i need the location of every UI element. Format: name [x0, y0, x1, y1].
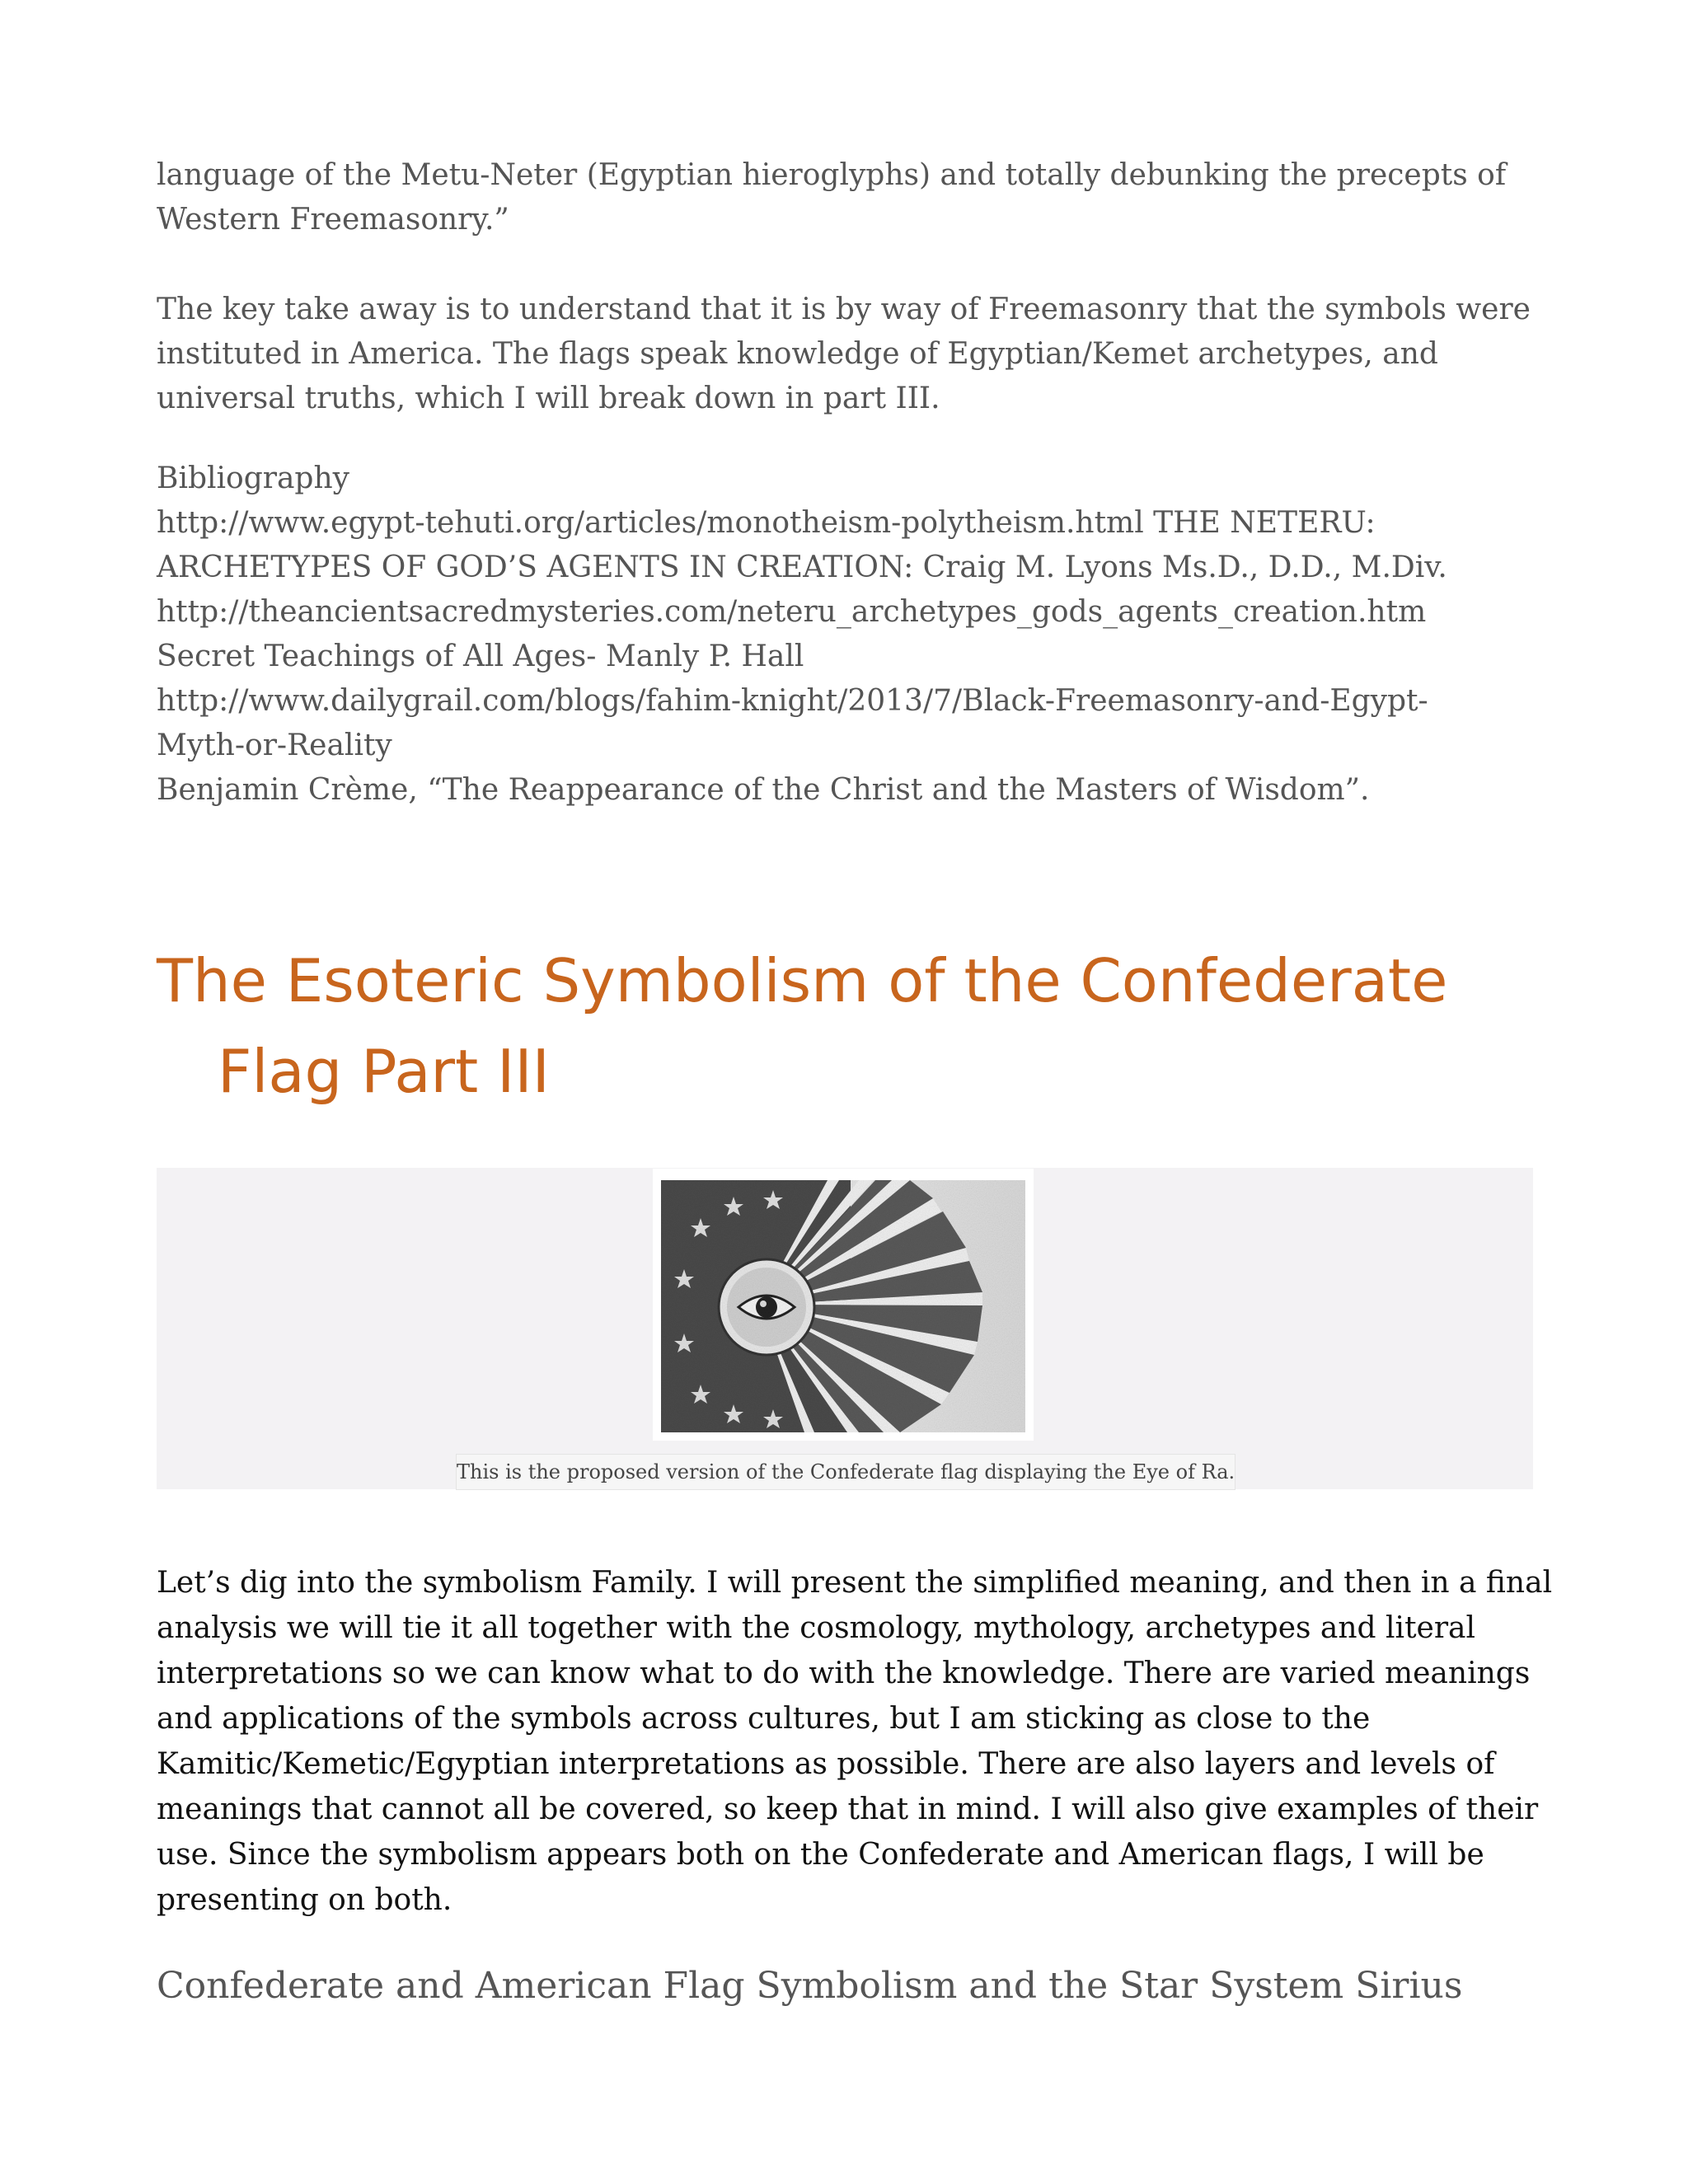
section-heading: Confederate and American Flag Symbolism and the Star System Sirius [157, 1965, 1463, 2007]
bibliography-entry: ARCHETYPES OF GOD’S AGENTS IN CREATION: Craig M. Lyons Ms.D., D.D., M.Div. [157, 551, 1447, 584]
body-line: analysis we will tie it all together with the cosmology, mythology, archetypes and literal [157, 1611, 1476, 1645]
intro-line: language of the Metu-Neter (Egyptian hieroglyphs) and totally debunking the precepts of [157, 158, 1507, 192]
bibliography-title: Bibliography [157, 462, 349, 495]
takeaway-line: The key take away is to understand that it is by way of Freemasonry that the symbols were [157, 293, 1531, 326]
body-line: and applications of the symbols across cultures, but I am sticking as close to the [157, 1702, 1371, 1736]
article-title-line-2: Flag Part III [218, 1037, 550, 1106]
figure-caption: This is the proposed version of the Confederate flag displaying the Eye of Ra. [456, 1454, 1236, 1490]
takeaway-line: instituted in America. The flags speak knowledge of Egyptian/Kemet archetypes, and [157, 337, 1438, 371]
eye-of-ra-flag-image [653, 1169, 1034, 1441]
body-paragraph [157, 1560, 1558, 1923]
intro-paragraph [157, 153, 1558, 242]
body-line: presenting on both. [157, 1883, 452, 1917]
bibliography [157, 457, 1558, 813]
body-line: use. Since the symbolism appears both on the Confederate and American flags, I will be [157, 1838, 1484, 1872]
article-title [157, 935, 1574, 1117]
bibliography-entry: Secret Teachings of All Ages- Manly P. Hall [157, 640, 804, 673]
takeaway-paragraph [157, 288, 1558, 421]
intro-line: Western Freemasonry.” [157, 203, 509, 237]
body-line: interpretations so we can know what to do with the knowledge. There are varied meanings [157, 1657, 1531, 1690]
bibliography-entry: Myth-or-Reality [157, 729, 392, 762]
body-line: meanings that cannot all be covered, so keep that in mind. I will also give examples of their [157, 1793, 1539, 1826]
takeaway-line: universal truths, which I will break down in part III. [157, 382, 940, 415]
article-title-line-1: The Esoteric Symbolism of the Confederate [157, 946, 1448, 1015]
bibliography-entry: http://www.egypt-tehuti.org/articles/monotheism-polytheism.html THE NETERU: [157, 506, 1376, 540]
bibliography-entry: http://www.dailygrail.com/blogs/fahim-knight/2013/7/Black-Freemasonry-and-Egypt- [157, 684, 1428, 718]
body-line: Kamitic/Kemetic/Egyptian interpretations as possible. There are also layers and levels of [157, 1747, 1495, 1781]
body-line: Let’s dig into the symbolism Family. I will present the simplified meaning, and then in a final [157, 1566, 1553, 1600]
bibliography-entry: Benjamin Crème, “The Reappearance of the Christ and the Masters of Wisdom”. [157, 773, 1370, 807]
bibliography-entry: http://theancientsacredmysteries.com/neteru_archetypes_gods_agents_creation.htm [157, 595, 1427, 629]
